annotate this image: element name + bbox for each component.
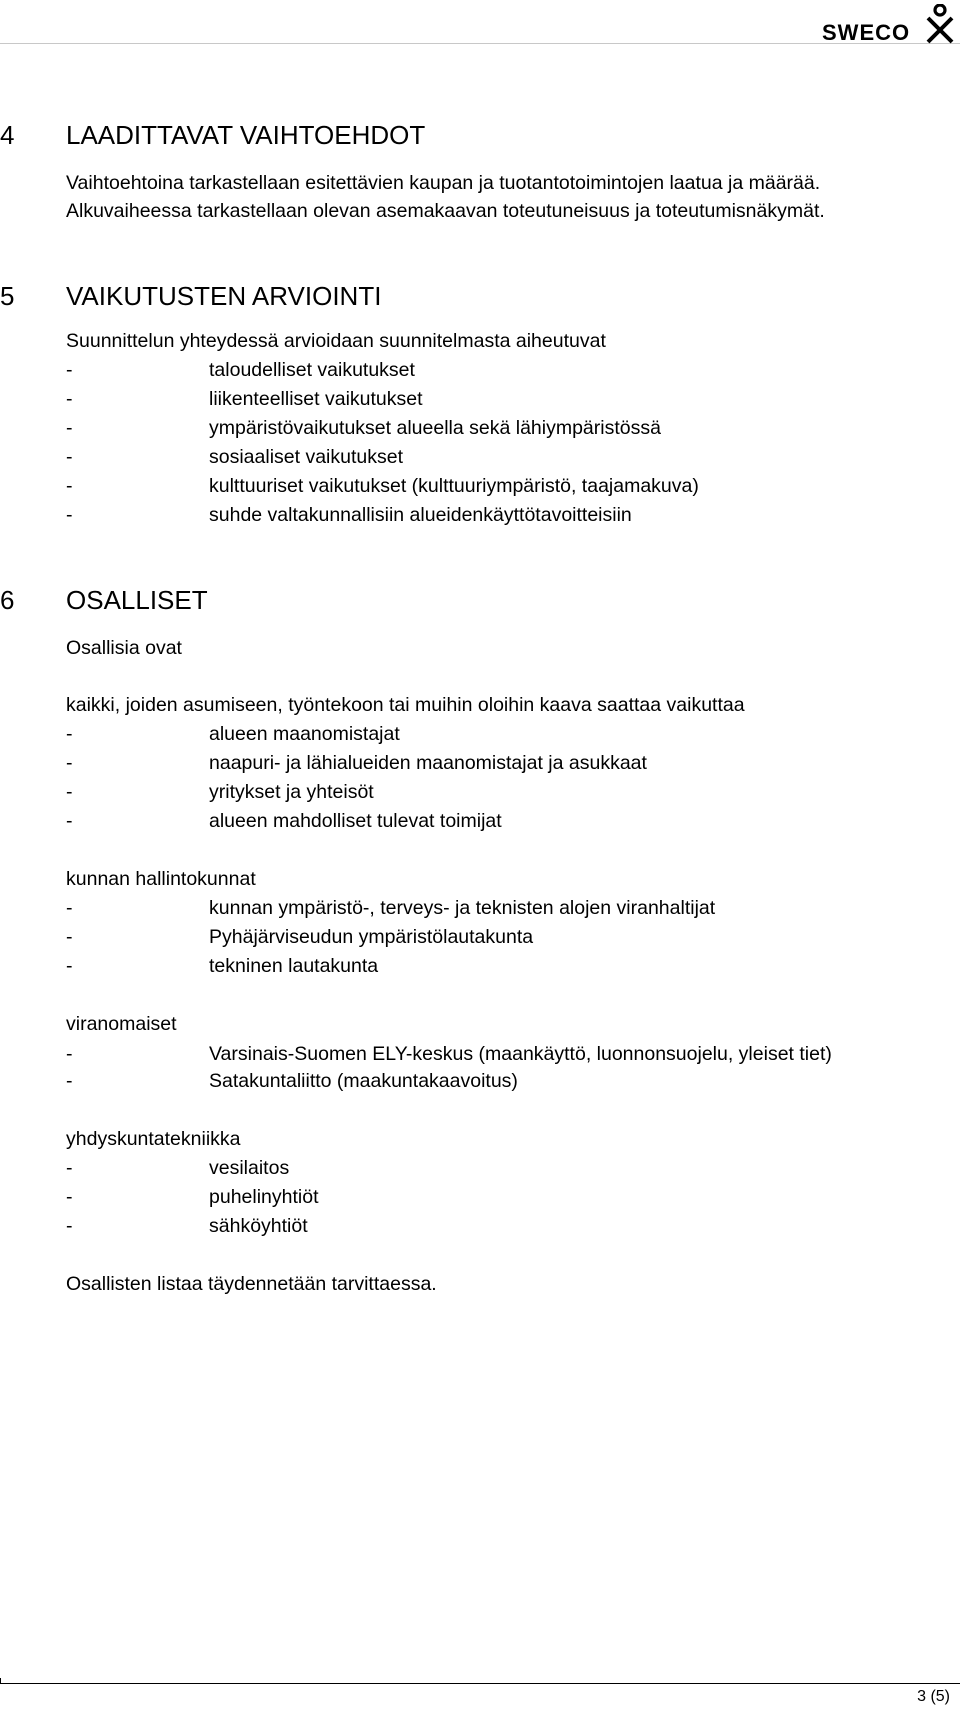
list-dash: - [66,1186,73,1208]
section-intro: Osallisia ovat [66,637,182,659]
logo-text: SWECO [822,20,911,45]
list-dash: - [66,723,73,745]
list-item-text: kunnan ympäristö-, terveys- ja teknisten alojen viranhaltijat [209,897,716,919]
section-number: 4 [0,120,15,150]
list-dash: - [66,446,73,468]
section-title: LAADITTAVAT VAIHTOEHDOT [66,120,426,150]
list-dash: - [66,781,73,803]
list-item-text: taloudelliset vaikutukset [209,359,415,381]
header-rule [0,43,960,44]
sweco-mark-icon [924,4,956,44]
paragraph: Vaihtoehtoina tarkastellaan esitettävien kaupan ja tuotantotoimintojen laatua ja määrää. [66,172,821,194]
section-number: 6 [0,585,15,615]
list-item-text: alueen maanomistajat [209,723,400,745]
section-title: VAIKUTUSTEN ARVIOINTI [66,281,382,311]
list-item-text: yritykset ja yhteisöt [209,781,374,803]
list-dash: - [66,1070,73,1092]
group-heading: kaikki, joiden asumiseen, työntekoon tai muihin oloihin kaava saattaa vaikuttaa [66,694,745,716]
section-title: OSALLISET [66,585,208,615]
group-heading: kunnan hallintokunnat [66,868,256,890]
list-item-text: sosiaaliset vaikutukset [209,446,404,468]
section-intro: Suunnittelun yhteydessä arvioidaan suunnitelmasta aiheutuvat [66,330,606,352]
list-dash: - [66,417,73,439]
list-item-text: naapuri- ja lähialueiden maanomistajat ja asukkaat [209,752,647,774]
list-dash: - [66,926,73,948]
list-item-text: tekninen lautakunta [209,955,379,977]
list-dash: - [66,1215,73,1237]
list-dash: - [66,897,73,919]
list-dash: - [66,1157,73,1179]
list-dash: - [66,475,73,497]
list-item-text: alueen mahdolliset tulevat toimijat [209,810,502,832]
list-item-text: Varsinais-Suomen ELY-keskus (maankäyttö, luonnonsuojelu, yleiset tiet) [209,1043,832,1065]
list-dash: - [66,955,73,977]
page-number: 3 (5) [917,1688,950,1705]
closing-paragraph: Osallisten listaa täydennetään tarvittaessa. [66,1273,437,1295]
list-item-text: Pyhäjärviseudun ympäristölautakunta [209,926,534,948]
list-dash: - [66,504,73,526]
list-dash: - [66,1043,73,1065]
sweco-logo [822,4,960,44]
list-dash: - [66,752,73,774]
list-item-text: ympäristövaikutukset alueella sekä lähiympäristössä [209,417,661,439]
list-item-text: puhelinyhtiöt [209,1186,319,1208]
group-heading: viranomaiset [66,1013,177,1035]
list-dash: - [66,359,73,381]
list-dash: - [66,388,73,410]
group-heading: yhdyskuntatekniikka [66,1128,241,1150]
paragraph: Alkuvaiheessa tarkastellaan olevan asemakaavan toteutuneisuus ja toteutumisnäkymät. [66,200,825,222]
footer-rule [0,1683,960,1684]
list-item-text: vesilaitos [209,1157,290,1179]
list-item-text: kulttuuriset vaikutukset (kulttuuriympäristö, taajamakuva) [209,475,699,497]
list-item-text: suhde valtakunnallisiin alueidenkäyttötavoitteisiin [209,504,632,526]
list-dash: - [66,810,73,832]
section-number: 5 [0,281,15,311]
list-item-text: liikenteelliset vaikutukset [209,388,423,410]
list-item-text: sähköyhtiöt [209,1215,308,1237]
list-item-text: Satakuntaliitto (maakuntakaavoitus) [209,1070,518,1092]
